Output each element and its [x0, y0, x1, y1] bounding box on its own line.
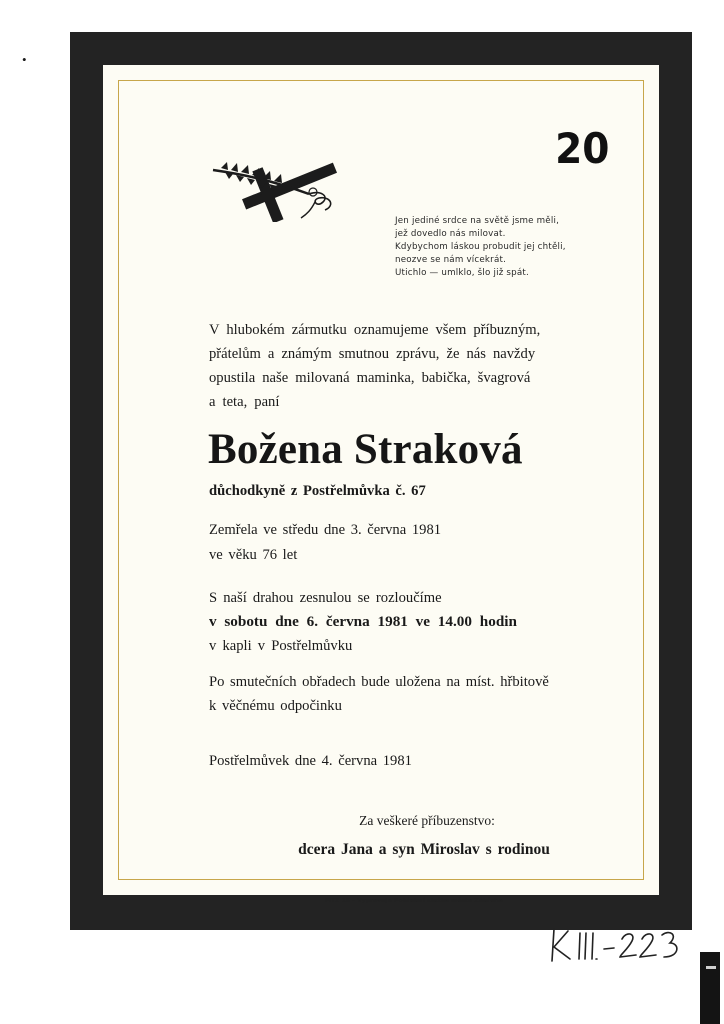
announcement-line: V hlubokém zármutku oznamujeme všem příbuzným,	[209, 322, 541, 338]
funeral-datetime: v sobotu dne 6. června 1981 ve 14.00 hodin	[209, 613, 517, 630]
notice-number: 20	[554, 124, 609, 173]
poem-line: Jen jediné srdce na světě jsme měli,	[395, 216, 560, 226]
poem-line: Kdybychom láskou probudit jej chtěli,	[395, 242, 566, 252]
farewell-line: S naší drahou zesnulou se rozloučíme	[209, 590, 442, 606]
announcement-line: přátelům a známým smutnou zprávu, že nás navždy	[209, 346, 536, 362]
announcement-line: a teta, paní	[209, 394, 280, 410]
deceased-name: Božena Straková	[208, 426, 523, 473]
deceased-occupation: důchodkyně z Postřelmůvka č. 67	[209, 483, 426, 499]
burial-line: k věčnému odpočinku	[209, 698, 342, 714]
memorial-poem	[395, 215, 635, 280]
signatories: dcera Jana a syn Miroslav s rodinou	[298, 841, 550, 858]
age-line: ve věku 76 let	[209, 547, 298, 563]
handwritten-archive-annotation	[546, 925, 696, 965]
death-details	[209, 518, 441, 568]
notice-card	[103, 65, 659, 904]
poem-line: neozve se nám vícekrát.	[395, 255, 507, 265]
family-label: Za veškeré příbuzenstvo:	[359, 813, 495, 828]
black-mourning-border	[70, 32, 692, 930]
poem-line: Utichlo — umlklo, šlo již spát.	[395, 268, 529, 278]
burial-details	[209, 670, 549, 718]
burial-line: Po smutečních obřadech bude uložena na míst. hřbitově	[209, 674, 549, 690]
page-dot-mark: •	[22, 52, 27, 67]
announcement-line: opustila naše milovaná maminka, babička, švagrová	[209, 370, 531, 386]
cross-with-palm-branch-icon	[211, 150, 341, 227]
announcement-paragraph	[209, 318, 540, 414]
printer-imprint: MTZ 15 - Vypravuje Pohřební služba města Zábřeha	[325, 898, 503, 904]
scan-edge-mark	[700, 952, 720, 1024]
funeral-details	[209, 586, 517, 658]
place-and-date: Postřelmůvek dne 4. června 1981	[209, 753, 412, 769]
poem-line: jež dovedlo nás milovat.	[395, 229, 506, 239]
death-date-line: Zemřela ve středu dne 3. června 1981	[209, 522, 442, 538]
funeral-location: v kapli v Postřelmůvku	[209, 638, 353, 654]
